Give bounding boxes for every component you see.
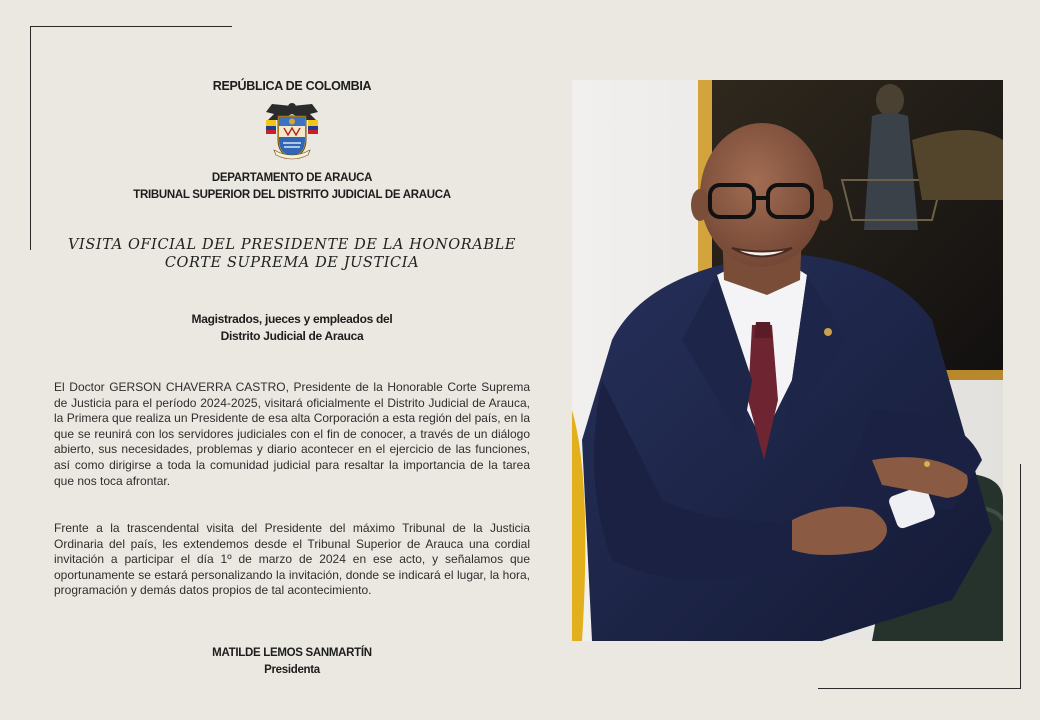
president-portrait-photo bbox=[572, 80, 1003, 641]
department-name: DEPARTAMENTO DE ARAUCA bbox=[211, 172, 373, 184]
visit-title-line-1: VISITA OFICIAL DEL PRESIDENTE DE LA HONORABLE bbox=[67, 237, 517, 253]
addressee-line-2: Distrito Judicial de Arauca bbox=[220, 329, 364, 343]
frame-corner-top-vertical bbox=[30, 26, 31, 250]
addressee bbox=[54, 311, 530, 345]
body-paragraph-2: Frente a la trascendental visita del Presidente del máximo Tribunal de la Justicia Ordinaria del país, les extendemos desde el Tribunal Superior de Arauca una cordial invitación a participar el día 1º de marzo de 2024 en ese acto, y señalamos que oportunamente se estará personalizando la invitación, donde se indicará el lugar, la hora, programación y demás datos propios de tal acontecimiento. bbox=[54, 521, 530, 598]
header-institution bbox=[54, 170, 530, 204]
signatory-role: Presidenta bbox=[264, 664, 320, 676]
frame-corner-bottom-horizontal bbox=[818, 688, 1021, 689]
frame-corner-bottom-vertical bbox=[1020, 464, 1021, 688]
frame-corner-top-horizontal bbox=[30, 26, 232, 27]
addressee-line-1: Magistrados, jueces y empleados del bbox=[191, 312, 393, 326]
signatory-name: MATILDE LEMOS SANMARTÍN bbox=[212, 647, 372, 659]
country-heading: REPÚBLICA DE COLOMBIA bbox=[212, 79, 372, 93]
signature-block bbox=[54, 645, 530, 679]
visit-title bbox=[54, 236, 530, 272]
body-paragraph-1: El Doctor GERSON CHAVERRA CASTRO, Presidente de la Honorable Corte Suprema de Justicia para el período 2024-2025, visitará oficialmente el Distrito Judicial de Arauca, la Primera que realiza un Presidente de esa alta Corporación a esta región del país, en la que se reunirá con los servidores judiciales con el fin de conocer, a través de un diálogo abierto, sus necesidades, problemas y diario acontecer en el ejercicio de las funciones, así como dirigirse a toda la comunidad judicial para resaltar la importancia de la tarea que nos toca afrontar. bbox=[54, 380, 530, 488]
colombia-coat-of-arms-icon bbox=[262, 100, 322, 162]
tribunal-name: TRIBUNAL SUPERIOR DEL DISTRITO JUDICIAL DE ARAUCA bbox=[133, 189, 451, 201]
visit-title-line-2: CORTE SUPREMA DE JUSTICIA bbox=[164, 255, 420, 271]
